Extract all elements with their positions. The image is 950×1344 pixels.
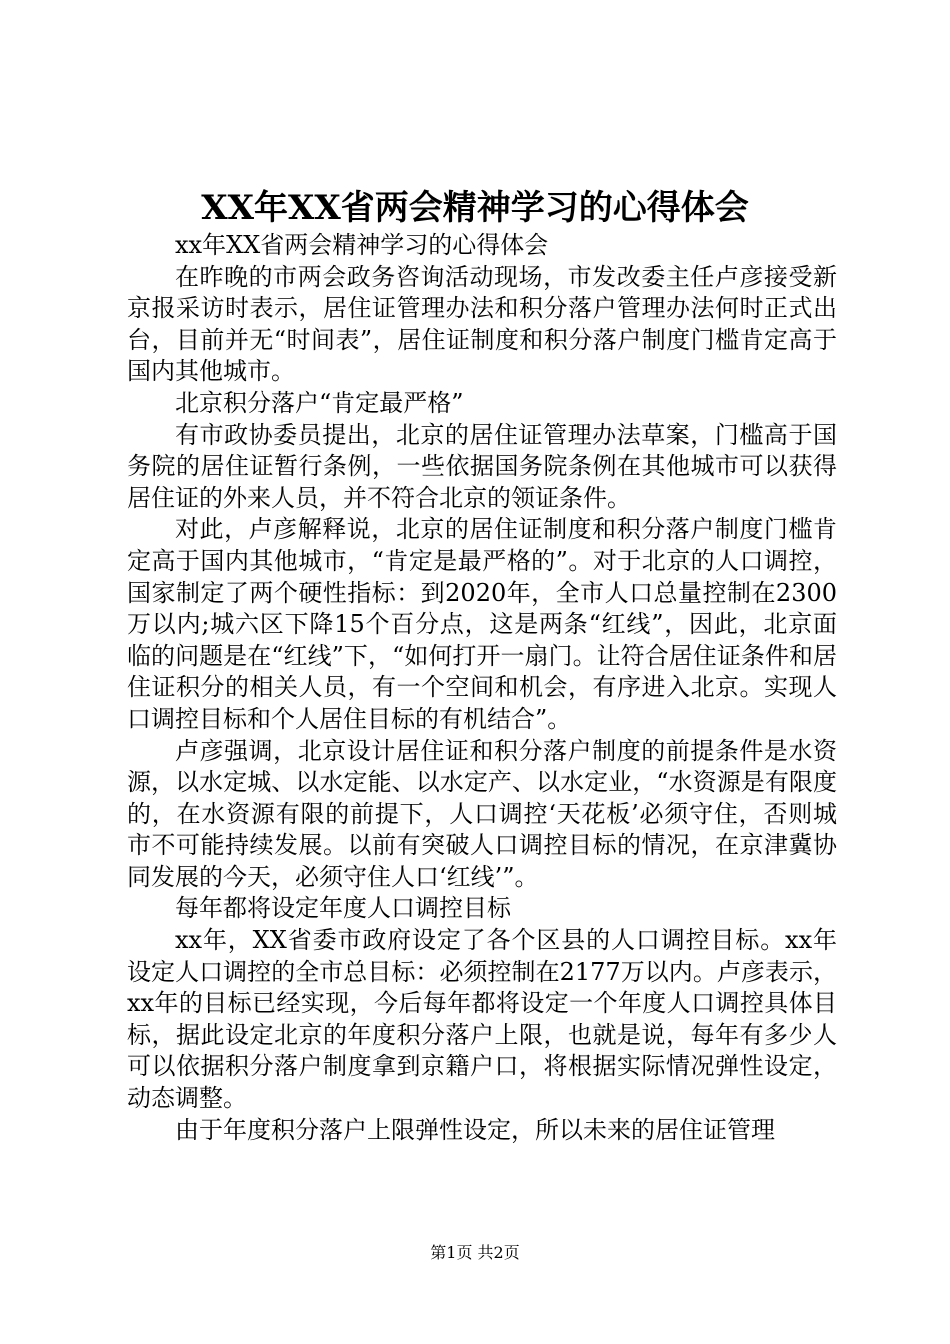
paragraph: 在昨晚的市两会政务咨询活动现场，市发改委主任卢彦接受新京报采访时表示，居住证管理办法和积分落户管理办法何时正式出台，目前并无“时间表”，居住证制度和积分落户制度门槛肯定高于国内其他城市。 — [127, 262, 837, 386]
paragraph: 有市政协委员提出，北京的居住证管理办法草案，门槛高于国务院的居住证暂行条例，一些依据国务院条例在其他城市可以获得居住证的外来人员，并不符合北京的领证条件。 — [127, 420, 837, 512]
document-body — [127, 230, 837, 1146]
paragraph-subtitle: xx年XX省两会精神学习的心得体会 — [175, 231, 549, 259]
paragraph: xx年，XX省委市政府设定了各个区县的人口调控目标。xx年设定人口调控的全市总目标：必须控制在2177万以内。卢彦表示，xx年的目标已经实现，今后每年都将设定一个年度人口调控具体目标，据此设定北京的年度积分落户上限，也就是说，每年有多少人可以依据积分落户制度拿到京籍户口，将根据实际情况弹性设定，动态调整。 — [127, 926, 837, 1113]
page-footer: 第1页 共2页 — [430, 1243, 520, 1262]
document-title: XX年XX省两会精神学习的心得体会 — [201, 188, 749, 228]
section-heading: 北京积分落户“肯定最严格” — [175, 388, 464, 417]
section-heading: 每年都将设定年度人口调控目标 — [175, 894, 511, 923]
paragraph: 卢彦强调，北京设计居住证和积分落户制度的前提条件是水资源，以水定城、以水定能、以水定产、以水定业，“水资源是有限度的，在水资源有限的前提下，人口调控‘天花板’必须守住，否则城市不可能持续发展。以前有突破人口调控目标的情况，在京津冀协同发展的今天，必须守住人口‘红线’”。 — [127, 736, 837, 891]
paragraph: 对此，卢彦解释说，北京的居住证制度和积分落户制度门槛肯定高于国内其他城市，“肯定是最严格的”。对于北京的人口调控，国家制定了两个硬性指标：到2020年，全市人口总量控制在2300万以内;城六区下降15个百分点，这是两条“红线”，因此，北京面临的问题是在“红线”下，“如何打开一扇门。让符合居住证条件和居住证积分的相关人员，有一个空间和机会，有序进入北京。实现人口调控目标和个人居住目标的有机结合”。 — [127, 515, 837, 733]
paragraph: 由于年度积分落户上限弹性设定，所以未来的居住证管理 — [175, 1115, 775, 1144]
